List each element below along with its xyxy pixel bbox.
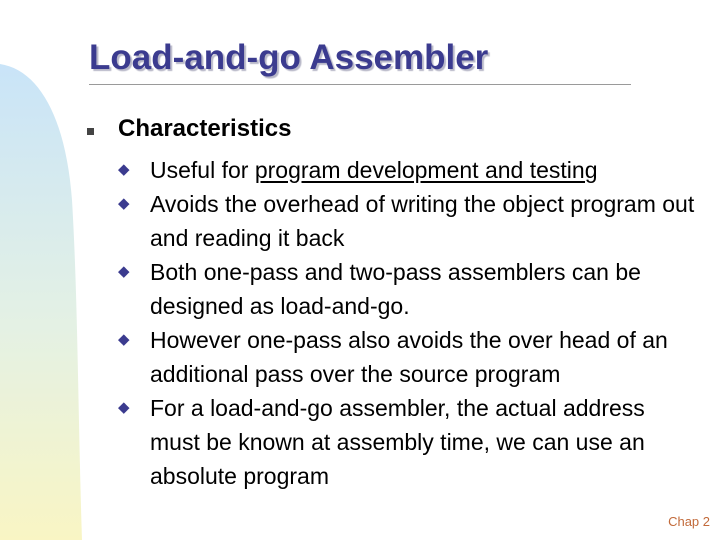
diamond-bullet-icon: ◆ — [118, 161, 130, 178]
bullet-text: However one-pass also avoids the over head of an additional pass over the source program — [150, 327, 668, 387]
bullet-text: Avoids the overhead of writing the object program out and reading it back — [150, 191, 695, 251]
slide-footer: Chap 2 — [668, 514, 710, 529]
diamond-bullet-icon: ◆ — [118, 263, 130, 280]
heading-characteristics: Characteristics — [118, 115, 292, 142]
bullet-underlined-text: program development and testing — [254, 157, 598, 183]
square-bullet-icon — [87, 128, 94, 135]
list-item — [116, 323, 696, 391]
bullet-text: Useful for — [150, 157, 255, 183]
bullet-text: Both one-pass and two-pass assemblers can be designed as load-and-go. — [150, 259, 641, 319]
diamond-bullet-icon: ◆ — [118, 331, 130, 348]
list-item — [116, 391, 696, 493]
level1-item — [87, 115, 291, 143]
list-item — [116, 255, 696, 323]
bullet-text: For a load-and-go assembler, the actual address must be known at assembly time, we can use an absolute program — [150, 395, 645, 489]
list-item — [116, 187, 696, 255]
title-divider — [89, 84, 631, 85]
diamond-bullet-icon: ◆ — [118, 399, 130, 416]
bullet-list — [116, 153, 696, 493]
list-item — [116, 153, 696, 187]
diamond-bullet-icon: ◆ — [118, 195, 130, 212]
slide-title: Load-and-go Assembler — [89, 38, 489, 77]
